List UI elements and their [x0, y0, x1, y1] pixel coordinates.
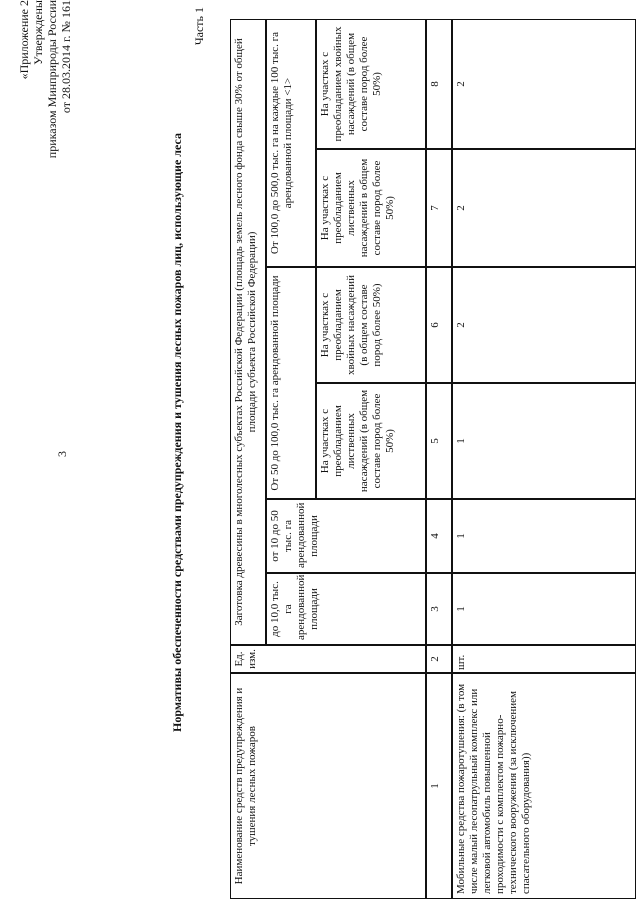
- num-col8: 8: [426, 19, 452, 149]
- header-col4: от 10 до 50 тыс. га арендованной площади: [266, 499, 426, 573]
- header-col1: Наименование средств предупреждения и тушения лесных пожаров: [230, 673, 426, 899]
- header-col5: На участках с преобладанием лиственных насаждений (в общем составе пород более 50%): [316, 383, 426, 499]
- page-number: 3: [55, 451, 69, 457]
- row-col4: 1: [452, 499, 636, 573]
- header-50-100: От 50 до 100,0 тыс. га арендованной площади: [266, 267, 316, 499]
- header-col7: На участках с преобладанием лиственных насаждений в общем составе пород более 50%): [316, 149, 426, 267]
- num-col5: 5: [426, 383, 452, 499]
- header-col6: На участках с преобладанием хвойных насаждений (в общем составе пород более 50%): [316, 267, 426, 383]
- row-name: Мобильные средства пожаротушения: (в том числе малый лесопатрульный комплекс или легковой автомобиль повышенной проходимости с комплектом пожарно-технического вооружения (за исключением спасательного оборудования)): [452, 673, 636, 899]
- annex-title: «Приложение 2: [17, 0, 31, 80]
- header-col8: На участках с преобладанием хвойных насаждений (в общем составе пород более 50%): [316, 19, 426, 149]
- row-col3: 1: [452, 573, 636, 645]
- num-col1: 1: [426, 673, 452, 899]
- header-group: Заготовка древесины в многолесных субъектах Российской Федерации (площадь земель лесного фонда свыше 30% от общей площади субъекта Российской Федерации): [230, 19, 266, 645]
- num-col4: 4: [426, 499, 452, 573]
- norms-table: [230, 19, 636, 899]
- header-col2: Ед. изм.: [230, 645, 426, 673]
- num-col2: 2: [426, 645, 452, 673]
- header-100-500: От 100,0 до 500,0 тыс. га на каждые 100 тыс. га арендованной площади <1>: [266, 19, 316, 267]
- annex-approved: Утверждены: [31, 0, 45, 65]
- annex-date: от 28.03.2014 г. № 161: [59, 0, 73, 114]
- document-title: Нормативы обеспеченности средствами предупреждения и тушения лесных пожаров лиц, использующие леса: [170, 133, 184, 732]
- num-col6: 6: [426, 267, 452, 383]
- num-col3: 3: [426, 573, 452, 645]
- num-col7: 7: [426, 149, 452, 267]
- annex-block: [17, 0, 73, 200]
- header-col3: до 10,0 тыс. га арендованной площади: [266, 573, 426, 645]
- annex-order: приказом Минприроды России: [45, 0, 59, 159]
- part-label: Часть 1: [192, 7, 206, 46]
- row-col6: 2: [452, 267, 636, 383]
- row-col8: 2: [452, 19, 636, 149]
- row-col7: 2: [452, 149, 636, 267]
- row-unit: шт.: [452, 645, 636, 673]
- row-col5: 1: [452, 383, 636, 499]
